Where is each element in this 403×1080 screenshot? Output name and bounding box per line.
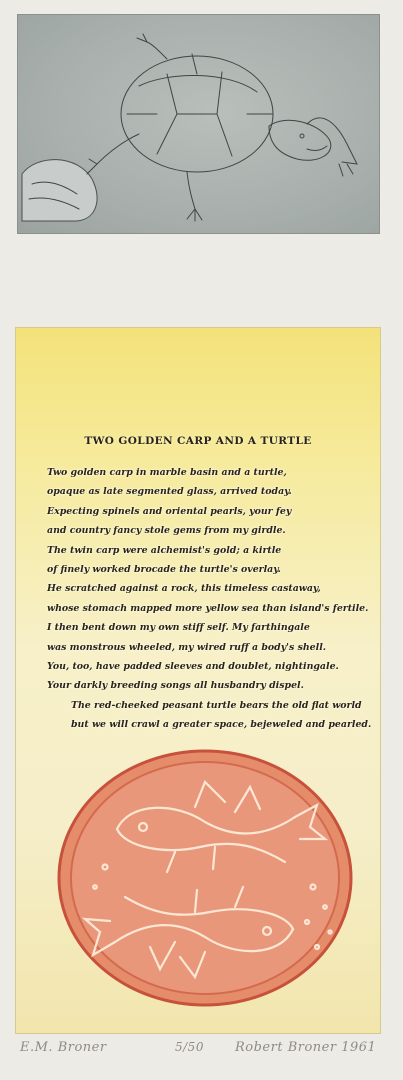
poem-line: The twin carp were alchemist's gold; a kirtle: [47, 544, 282, 556]
poem-line: of finely worked brocade the turtle's overlay.: [47, 564, 281, 576]
poem-title: TWO GOLDEN CARP AND A TURTLE: [84, 435, 312, 447]
poem-line: opaque as late segmented glass, arrived today.: [47, 486, 292, 498]
poem-line: Your darkly breeding songs all husbandry dispel.: [47, 680, 304, 692]
signature-left: E.M. Broner: [20, 1040, 107, 1055]
poem-line: was monstrous wheeled, my wired ruff a body's shell.: [47, 641, 327, 653]
edition-number: 5/50: [175, 1040, 204, 1054]
poem-line: I then bent down my own stiff self. My farthingale: [47, 622, 310, 634]
poem-line: and country fancy stole gems from my girdle.: [47, 525, 286, 537]
poem-line: Two golden carp in marble basin and a turtle,: [47, 467, 287, 478]
carp-medallion: [55, 747, 355, 1009]
poem-line: The red-cheeked peasant turtle bears the old flat world: [71, 699, 362, 711]
poem-line: but we will crawl a greater space, bejeweled and pearled.: [71, 719, 372, 731]
poem-line: Expecting spinels and oriental pearls, your fey: [47, 505, 292, 517]
poem-line: whose stomach mapped more yellow sea than island's fertile.: [47, 602, 369, 614]
signature-right: Robert Broner 1961: [235, 1040, 377, 1055]
poem-plate: [15, 327, 381, 1034]
poem-line: He scratched against a rock, this timeless castaway,: [47, 583, 321, 595]
turtle-etching-plate: [17, 14, 380, 234]
turtle-illustration: [17, 14, 380, 234]
poem-body: [47, 463, 377, 735]
poem-line: You, too, have padded sleeves and doublet, nightingale.: [47, 661, 339, 673]
